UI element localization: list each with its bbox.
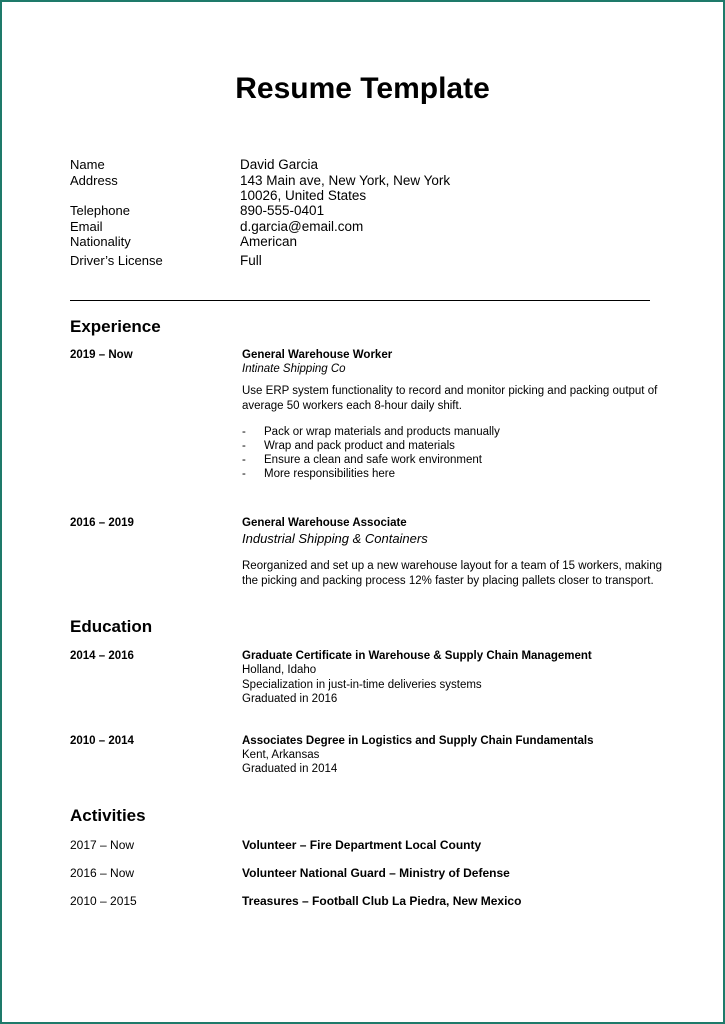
section-divider [70,300,650,301]
activity-2-title: Volunteer National Guard – Ministry of Defense [242,866,510,880]
job-1-bullet-text: Ensure a clean and safe work environment [264,454,482,466]
job-2-company: Industrial Shipping & Containers [242,531,428,546]
address-label: Address [70,173,118,188]
education-2-location: Kent, Arkansas [242,749,320,761]
bullet-marker: - [242,440,246,452]
job-1-bullet-text: Wrap and pack product and materials [264,440,455,452]
activities-heading: Activities [70,806,146,825]
job-1-company: Intinate Shipping Co [242,363,346,375]
job-1-bullet [242,440,455,452]
document-title: Resume Template [235,72,490,105]
name-value: David Garcia [240,157,319,172]
name-label: Name [70,157,105,172]
education-2-graduated: Graduated in 2014 [242,763,338,775]
job-1-bullet [242,426,500,438]
job-2-dates: 2016 – 2019 [70,517,134,529]
job-1-bullet-text: More responsibilities here [264,468,396,480]
address-line-1: 143 Main ave, New York, New York [240,173,451,188]
job-2-description: Reorganized and set up a new warehouse layout for a team of 15 workers, making the picking and packing process 12% faster by placing pallets closer to transport. [242,560,662,587]
nationality-value: American [240,234,298,249]
experience-heading: Experience [70,317,161,336]
education-2-title: Associates Degree in Logistics and Supply Chain Fundamentals [242,735,594,747]
license-label: Driver’s License [70,253,163,268]
activity-2-dates: 2016 – Now [70,866,135,880]
job-1-bullet [242,454,482,466]
telephone-label: Telephone [70,203,130,218]
bullet-marker: - [242,468,246,480]
activity-3-title: Treasures – Football Club La Piedra, New Mexico [242,894,522,908]
address-line-2: 10026, United States [240,188,367,203]
education-1-graduated: Graduated in 2016 [242,693,338,705]
job-1-dates: 2019 – Now [70,349,133,361]
email-label: Email [70,219,103,234]
activity-1-title: Volunteer – Fire Department Local County [242,838,482,852]
education-1-dates: 2014 – 2016 [70,650,134,662]
bullet-marker: - [242,426,246,438]
job-2-title: General Warehouse Associate [242,517,407,529]
job-1-description: Use ERP system functionality to record and monitor picking and packing output of average 50 workers each 8-hour daily shift. [242,385,658,412]
nationality-label: Nationality [70,234,131,249]
education-2-dates: 2010 – 2014 [70,735,134,747]
education-1-detail: Specialization in just-in-time deliveries systems [242,679,482,691]
job-1-bullet-text: Pack or wrap materials and products manually [264,426,500,438]
bullet-marker: - [242,454,246,466]
job-1-bullet [242,468,395,480]
activity-1-dates: 2017 – Now [70,838,135,852]
education-1-location: Holland, Idaho [242,664,317,676]
job-1-title: General Warehouse Worker [242,349,393,361]
activity-3-dates: 2010 – 2015 [70,894,137,908]
education-1-title: Graduate Certificate in Warehouse & Supply Chain Management [242,650,592,662]
email-value: d.garcia@email.com [240,219,364,234]
education-heading: Education [70,617,153,636]
license-value: Full [240,253,262,268]
telephone-value: 890-555-0401 [240,203,325,218]
